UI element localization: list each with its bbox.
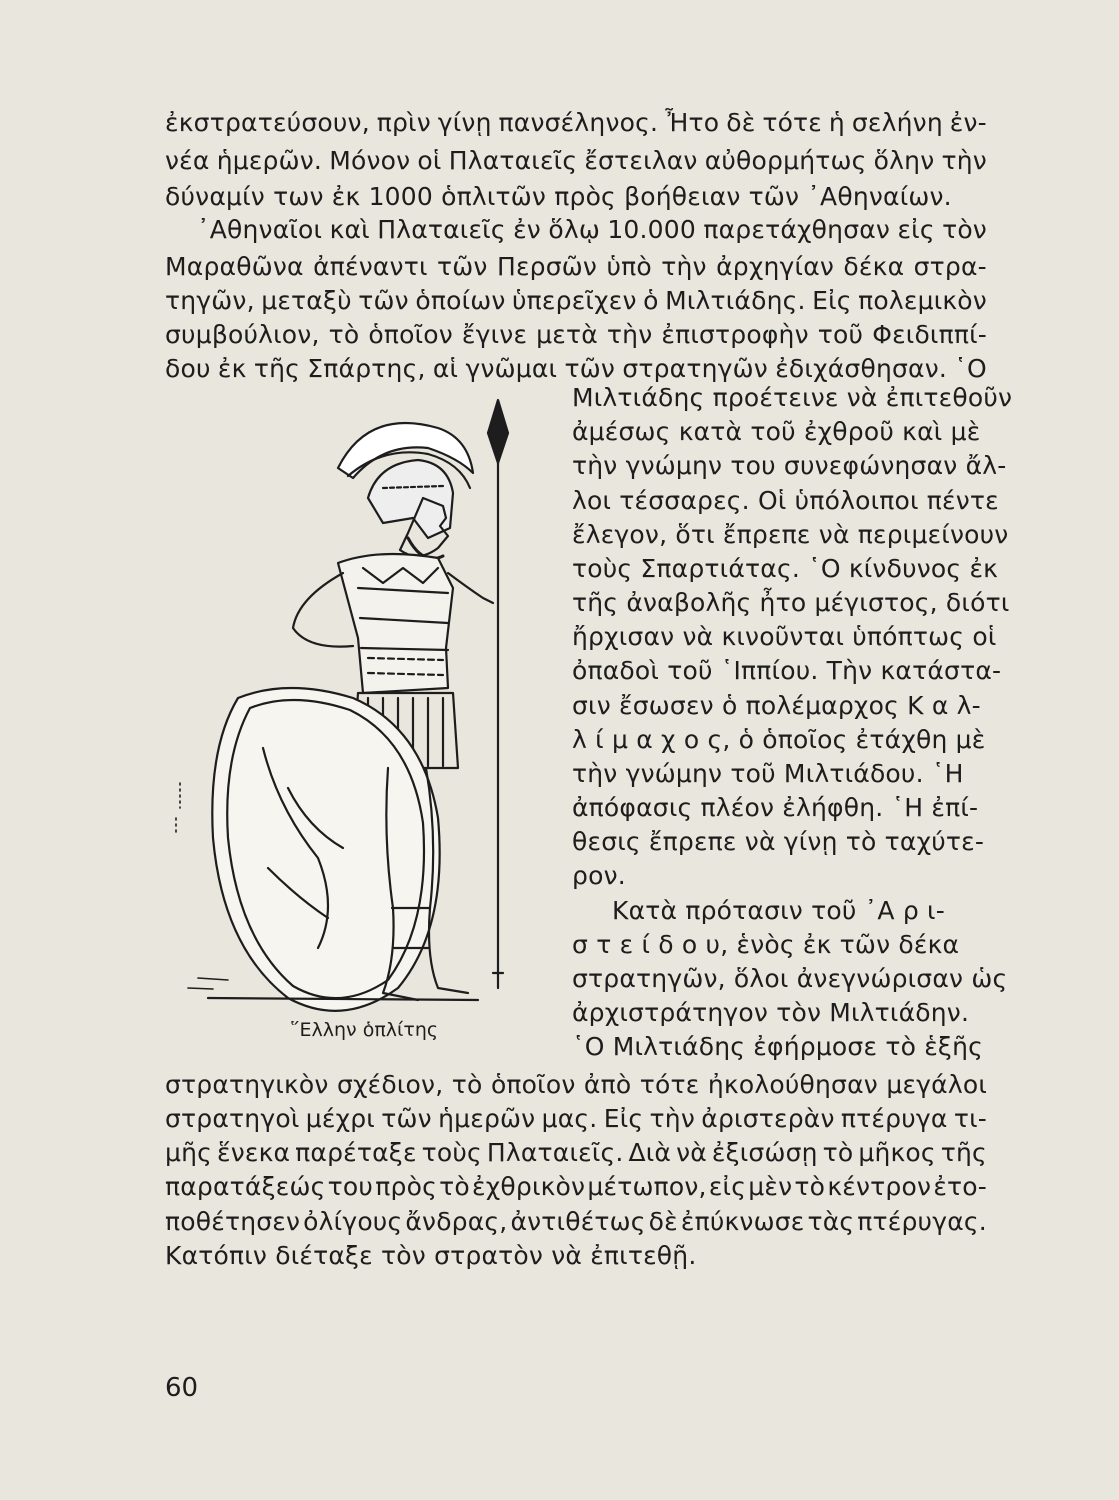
text-line: ποθέτησεν ὀλίγους ἄνδρας, ἀντιθέτως δὲ ἐπύκνωσε τὰς πτέρυγας. (165, 1207, 987, 1236)
text-line: ἤρχισαν νὰ κινοῦνται ὑπόπτως οἱ (572, 622, 997, 651)
text-line: στρατηγοὶ μέχρι τῶν ἡμερῶν μας. Εἰς τὴν ἀριστερὰν πτέρυγα τι- (165, 1104, 987, 1133)
page-number: 60 (165, 1373, 199, 1403)
text-line: ἀμέσως κατὰ τοῦ ἐχθροῦ καὶ μὲ (572, 417, 981, 446)
text-line: λ ί μ α χ ο ς, ὁ ὁποῖος ἐτάχθη μὲ (572, 725, 986, 754)
text-line: ἔλεγον, ὅτι ἔπρεπε νὰ περιμείνουν (572, 520, 1009, 549)
text-line: δου ἐκ τῆς Σπάρτης, αἱ γνῶμαι τῶν στρατηγῶν ἐδιχάσθησαν. ῾Ο (165, 354, 987, 383)
text-line: Μιλτιάδης προέτεινε νὰ ἐπιτεθοῦν (572, 383, 1013, 412)
text-line: δύναμίν των ἐκ 1000 ὁπλιτῶν πρὸς βοήθειαν τῶν ᾿Αθηναίων. (165, 182, 952, 211)
text-line: τοὺς Σπαρτιάτας. ῾Ο κίνδυνος ἐκ (572, 554, 999, 583)
text-line: στρατηγῶν, ὅλοι ἀνεγνώρισαν ὡς (572, 964, 1008, 993)
text-line: ἀπόφασις πλέον ἐλήφθη. ῾Η ἐπί- (572, 793, 979, 822)
text-line: τηγῶν, μεταξὺ τῶν ὁποίων ὑπερεῖχεν ὁ Μιλτιάδης. Εἰς πολεμικὸν (165, 286, 987, 315)
text-line: λοι τέσσαρες. Οἱ ὑπόλοιποι πέντε (572, 486, 999, 515)
text-line: ῾Ο Μιλτιάδης ἐφήρμοσε τὸ ἑξῆς (572, 1032, 983, 1061)
text-line: παρατάξεώς του πρὸς τὸ ἐχθρικὸν μέτωπον, εἰς μὲν τὸ κέντρον ἐτο- (165, 1172, 987, 1201)
text-line: ρον. (572, 861, 626, 890)
text-line: Κατὰ πρότασιν τοῦ ᾿Α ρ ι- (612, 896, 945, 925)
text-line: ᾿Αθηναῖοι καὶ Πλαταιεῖς ἐν ὅλῳ 10.000 παρετάχθησαν εἰς τὸν (197, 215, 987, 244)
text-line: ἐκστρατεύσουν, πρὶν γίνῃ πανσέληνος. Ἦτο δὲ τότε ἡ σελήνη ἐν- (165, 108, 987, 137)
text-line: μῆς ἕνεκα παρέταξε τοὺς Πλαταιεῖς. Διὰ νὰ ἐξισώσῃ τὸ μῆκος τῆς (165, 1138, 987, 1167)
text-line: Μαραθῶνα ἀπέναντι τῶν Περσῶν ὑπὸ τὴν ἀρχηγίαν δέκα στρα- (165, 252, 987, 281)
figure-caption: ῞Ελλην ὁπλίτης (290, 1019, 439, 1041)
hoplite-illustration (168, 388, 553, 1038)
text-line: σ τ ε ί δ ο υ, ἑνὸς ἐκ τῶν δέκα (572, 930, 960, 959)
text-line: τὴν γνώμην τοῦ Μιλτιάδου. ῾Η (572, 759, 964, 788)
text-line: στρατηγικὸν σχέδιον, τὸ ὁποῖον ἀπὸ τότε ἠκολούθησαν μεγάλοι (165, 1070, 987, 1099)
text-line: τῆς ἀναβολῆς ἦτο μέγιστος, διότι (572, 588, 1010, 617)
text-line: Κατόπιν διέταξε τὸν στρατὸν νὰ ἐπιτεθῇ. (165, 1241, 697, 1270)
text-line: συμβούλιον, τὸ ὁποῖον ἔγινε μετὰ τὴν ἐπιστροφὴν τοῦ Φειδιππί- (165, 320, 987, 349)
text-line: σιν ἔσωσεν ὁ πολέμαρχος Κ α λ- (572, 691, 981, 720)
text-line: ὀπαδοὶ τοῦ ῾Ιππίου. Τὴν κατάστα- (572, 656, 1002, 685)
text-line: νέα ἡμερῶν. Μόνον οἱ Πλαταιεῖς ἔστειλαν αὐθορμήτως ὅλην τὴν (165, 146, 987, 175)
text-line: θεσις ἔπρεπε νὰ γίνῃ τὸ ταχύτε- (572, 827, 985, 856)
text-line: τὴν γνώμην του συνεφώνησαν ἄλ- (572, 451, 1007, 480)
text-line: ἀρχιστράτηγον τὸν Μιλτιάδην. (572, 998, 970, 1027)
